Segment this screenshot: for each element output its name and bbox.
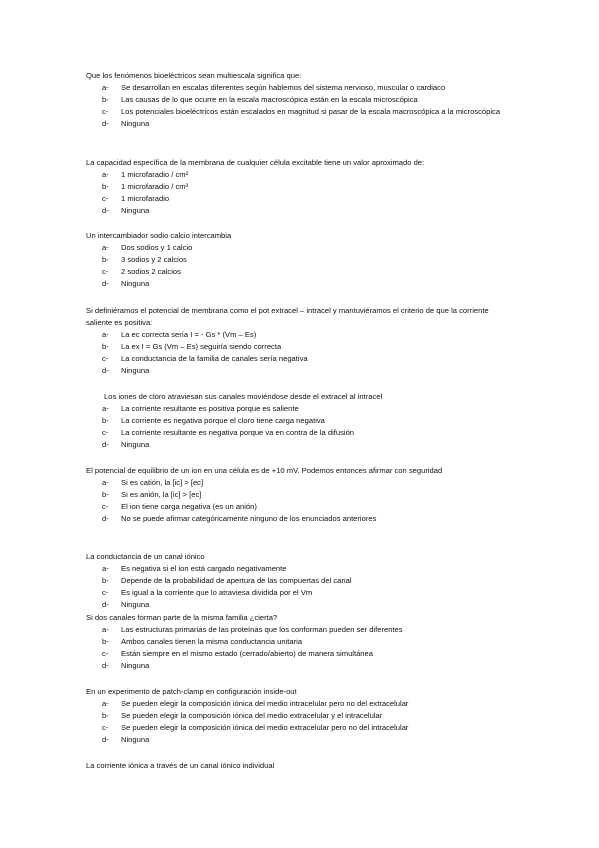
option-a: a- Dos sodios y 1 calcio (102, 243, 193, 252)
option-c: c- La conductancia de la familia de canales sería negativa (102, 354, 308, 363)
option-a: a- Es negativa si el ion está cargado negativamente (102, 564, 287, 573)
options-list (86, 698, 516, 746)
question-stem: La conductancia de un canal iónico (86, 552, 205, 561)
option-c: c- El ion tiene carga negativa (es un anión) (102, 502, 257, 511)
option-c: c- 1 microfaradio (102, 194, 170, 203)
question-1 (86, 70, 516, 130)
question-2 (86, 157, 516, 217)
option-a: a- La ec correcta sería I = - Gs * (Vm – Es) (102, 330, 257, 339)
options-list (86, 403, 516, 451)
option-b: b- La corriente es negativa porque el cloro tiene carga negativa (102, 416, 325, 425)
option-b: b- 1 microfaradio / cm³ (102, 182, 189, 191)
option-a: a- Se pueden elegir la composición iónica del medio intracelular pero no del extracelular (102, 699, 409, 708)
question-stem: La corriente iónica a través de un canal iónico individual (86, 761, 275, 770)
option-d: d- Ninguna (102, 735, 150, 744)
option-c: c- La corriente resultante es negativa porque va en contra de la difusión (102, 428, 355, 437)
question-stem: Si dos canales forman parte de la misma familia ¿cierta? (86, 613, 278, 622)
option-b: b- Ambos canales tienen la misma conductancia unitaria (102, 637, 303, 646)
option-b: b- Las causas de lo que ocurre en la escala macroscópica están en la escala microscópica (102, 95, 418, 104)
question-8 (86, 612, 516, 672)
options-list (86, 82, 516, 130)
option-b: b- La ex I = Gs (Vm – Es) seguiría siendo correcta (102, 342, 282, 351)
option-d: d- Ninguna (102, 661, 150, 670)
option-c: c- Están siempre en el mismo estado (cerrado/abierto) de manera simultánea (102, 649, 373, 658)
option-a: a- 1 microfaradio / cm² (102, 170, 189, 179)
option-a: a- Las estructuras primarias de las proteínas que los conforman pueden ser diferentes (102, 625, 403, 634)
question-10 (86, 760, 516, 772)
option-d: d- Ninguna (102, 600, 150, 609)
option-a: a- Se desarrollan en escalas diferentes según hablemos del sistema nervioso, muscular o cardiaco (102, 83, 446, 92)
options-list (86, 477, 516, 525)
option-b: b- Depende de la probabilidad de apertura de las compuertas del canal (102, 576, 352, 585)
question-stem: Que los fenómenos bioeléctricos sean multiescala significa que: (86, 71, 302, 80)
question-stem: La capacidad específica de la membrana de cualquier célula excitable tiene un valor aproximado de: (86, 158, 425, 167)
options-list (86, 169, 516, 217)
option-d: d- No se puede afirmar categóricamente ninguno de los enunciados anteriores (102, 514, 377, 523)
option-c: c- 2 sodios 2 calcios (102, 267, 181, 276)
option-a: a- Si es catión, la [ic] > [ec] (102, 478, 204, 487)
option-c: c- Los potenciales bioeléctricos están escalados en magnitud si pasar de la escala macroscópica a la microscópica (102, 107, 501, 116)
option-b: b- Si es anión, la [ic] > [ec] (102, 490, 202, 499)
question-6 (86, 465, 516, 525)
question-5 (104, 391, 516, 451)
question-4 (86, 305, 516, 377)
options-list (86, 624, 516, 672)
options-list (86, 563, 516, 611)
options-list (86, 329, 516, 377)
option-c: c- Es igual a la corriente que lo atraviesa dividida por el Vm (102, 588, 313, 597)
question-9 (86, 686, 516, 746)
option-d: d- Ninguna (102, 279, 150, 288)
option-c: c- Se pueden elegir la composición iónica del medio extracelular pero no del intracelular (102, 723, 409, 732)
question-stem: Los iones de cloro atraviesan sus canales moviéndose desde el extracel al intracel (104, 392, 383, 401)
question-stem: En un experimento de patch-clamp en configuración inside-out (86, 687, 297, 696)
question-7 (86, 551, 516, 611)
option-d: d- Ninguna (102, 366, 150, 375)
question-stem: Un intercambiador sodio calcio intercambia (86, 231, 232, 240)
question-stem: Si definiéramos el potencial de membrana como el pot extracel – intracel y mantuviéramos el criterio de que la corriente saliente es positiva: (86, 306, 489, 327)
options-list (86, 242, 516, 290)
option-d: d- Ninguna (102, 206, 150, 215)
question-3 (86, 230, 516, 290)
option-d: d- Ninguna (102, 440, 150, 449)
option-b: b- Se pueden elegir la composición iónica del medio extracelular y el intracelular (102, 711, 383, 720)
option-b: b- 3 sodios y 2 calcios (102, 255, 187, 264)
option-a: a- La corriente resultante es positiva porque es saliente (102, 404, 299, 413)
option-d: d- Ninguna (102, 119, 150, 128)
question-stem: El potencial de equilibrio de un ion en una célula es de +10 mV. Podemos entonces afirmar con seguridad (86, 466, 443, 475)
